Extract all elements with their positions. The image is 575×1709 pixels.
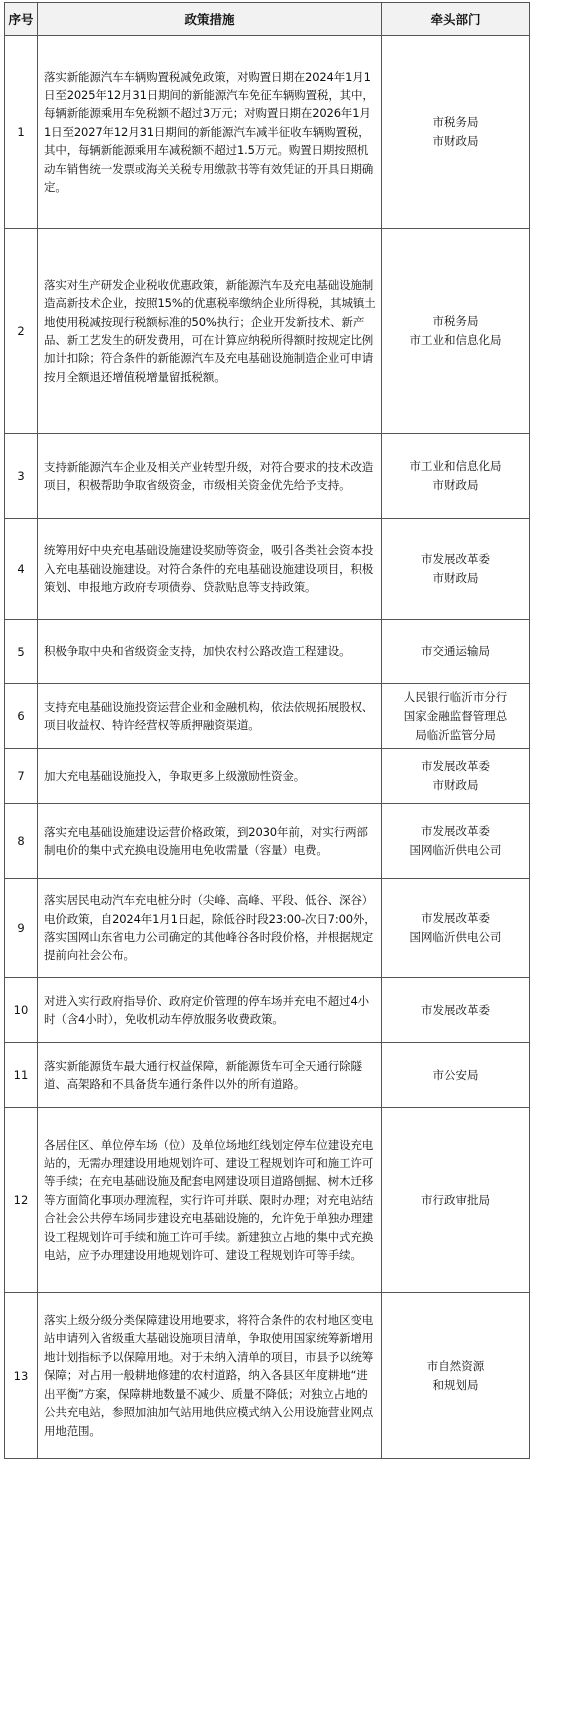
lead-department-cell (382, 229, 530, 434)
policy-text: 落实居民电动汽车充电桩分时（尖峰、高峰、平段、低谷、深谷）电价政策，自2024年1月1日起，除低谷时段23:00-次日7:00外，落实国网山东省电力公司确定的其他峰谷各时段价格，并根据规定提前向社会公布。 (38, 879, 382, 978)
header-policy: 政策措施 (38, 3, 382, 36)
policy-text: 支持新能源汽车企业及相关产业转型升级，对符合要求的技术改造项目，积极帮助争取省级资金，市级相关资金优先给予支持。 (38, 434, 382, 519)
table-row (5, 229, 530, 434)
lead-department-cell (382, 978, 530, 1043)
table-row (5, 620, 530, 684)
row-number: 6 (5, 684, 38, 749)
lead-department: 市财政局 (432, 134, 479, 148)
lead-department-cell (382, 1043, 530, 1108)
table-row (5, 684, 530, 749)
policy-text: 支持充电基础设施投资运营企业和金融机构，依法依规拓展股权、项目收益权、特许经营权等质押融资渠道。 (38, 684, 382, 749)
row-number: 11 (5, 1043, 38, 1108)
row-number: 10 (5, 978, 38, 1043)
lead-department: 局临沂监管分局 (415, 727, 496, 742)
lead-department-cell (382, 36, 530, 229)
table-row (5, 879, 530, 978)
table-row (5, 519, 530, 620)
row-number: 8 (5, 804, 38, 879)
lead-department: 人民银行临沂市分行 (403, 689, 508, 704)
policy-text: 积极争取中央和省级资金支持，加快农村公路改造工程建设。 (38, 620, 382, 684)
policy-text: 落实上级分级分类保障建设用地要求，将符合条件的农村地区变电站申请列入省级重大基础设施项目清单，争取使用国家统筹新增用地计划指标予以保障用地。对于未纳入清单的项目，市县予以统筹保障；对占用一般耕地修建的农村道路，纳入各县区年度耕地“进出平衡”方案，保障耕地数量不减少、质量不降低；对独立占地的公共充电站，参照加油加气站用地供应模式纳入公用设施营业网点用地范围。 (38, 1293, 382, 1459)
table-header-row (5, 3, 530, 36)
header-dept: 牵头部门 (382, 3, 530, 36)
row-number: 4 (5, 519, 38, 620)
lead-department: 市税务局 (432, 314, 479, 328)
lead-department: 市发展改革委 (421, 824, 490, 838)
lead-department: 国网临沂供电公司 (409, 930, 502, 944)
lead-department-cell (382, 434, 530, 519)
lead-department: 市发展改革委 (421, 552, 490, 566)
policy-text: 各居住区、单位停车场（位）及单位场地红线划定停车位建设充电站的，无需办理建设用地规划许可、建设工程规划许可和施工许可等手续；在充电基础设施及配套电网建设项目道路刨掘、树木迁移等方面简化事项办理流程，实行许可并联、限时办理；对充电站结合社会公共停车场同步建设充电基础设施的，允许免于单独办理建设工程规划许可手续和施工许可手续。新建独立占地的集中式充换电站，应予办理建设用地规划许可、建设工程规划许可等手续。 (38, 1108, 382, 1293)
lead-department: 市财政局 (432, 778, 479, 792)
lead-department: 国网临沂供电公司 (409, 843, 502, 857)
lead-department: 和规划局 (432, 1377, 479, 1392)
row-number: 7 (5, 749, 38, 804)
row-number: 1 (5, 36, 38, 229)
policy-text: 落实对生产研发企业税收优惠政策，新能源汽车及充电基础设施制造高新技术企业，按照15%的优惠税率缴纳企业所得税，其城镇土地使用税减按现行税额标准的50%执行；企业开发新技术、新产品、新工艺发生的研发费用，可在计算应纳税所得额时按规定比例加计扣除；符合条件的新能源汽车及充电基础设施制造企业可申请按月全额退还增值税增量留抵税额。 (38, 229, 382, 434)
lead-department-cell (382, 519, 530, 620)
policy-text: 加大充电基础设施投入，争取更多上级激励性资金。 (38, 749, 382, 804)
policy-text: 统筹用好中央充电基础设施建设奖励等资金，吸引各类社会资本投入充电基础设施建设。对符合条件的充电基础设施建设项目，积极策划、申报地方政府专项债券、贷款贴息等支持政策。 (38, 519, 382, 620)
table-row (5, 1293, 530, 1459)
table-row (5, 434, 530, 519)
lead-department-cell (382, 620, 530, 684)
row-number: 2 (5, 229, 38, 434)
lead-department-cell (382, 804, 530, 879)
table-row (5, 978, 530, 1043)
lead-department: 市发展改革委 (421, 1002, 490, 1017)
table-row (5, 1108, 530, 1293)
lead-department-cell (382, 684, 530, 749)
table-row (5, 36, 530, 229)
table-row (5, 1043, 530, 1108)
lead-department-cell (382, 879, 530, 978)
lead-department: 市财政局 (432, 571, 479, 585)
row-number: 9 (5, 879, 38, 978)
table-row (5, 749, 530, 804)
lead-department: 市税务局 (432, 115, 479, 129)
policy-text: 落实新能源货车最大通行权益保障，新能源货车可全天通行除隧道、高架路和不具备货车通行条件以外的所有道路。 (38, 1043, 382, 1108)
policy-text: 落实充电基础设施建设运营价格政策，到2030年前，对实行两部制电价的集中式充换电设施用电免收需量（容量）电费。 (38, 804, 382, 879)
policy-table (4, 2, 530, 1459)
lead-department: 市交通运输局 (421, 644, 490, 658)
lead-department: 国家金融监督管理总 (403, 708, 508, 723)
lead-department-cell (382, 1293, 530, 1459)
policy-text: 对进入实行政府指导价、政府定价管理的停车场并充电不超过4小时（含4小时），免收机动车停放服务收费政策。 (38, 978, 382, 1043)
lead-department: 市发展改革委 (421, 759, 490, 773)
lead-department-cell (382, 1108, 530, 1293)
lead-department-cell (382, 749, 530, 804)
table-body (5, 36, 530, 1459)
row-number: 13 (5, 1293, 38, 1459)
lead-department: 市自然资源 (426, 1358, 485, 1373)
lead-department: 市工业和信息化局 (409, 459, 502, 473)
header-num: 序号 (5, 3, 38, 36)
row-number: 12 (5, 1108, 38, 1293)
table-row (5, 804, 530, 879)
lead-department: 市财政局 (432, 478, 479, 492)
lead-department: 市行政审批局 (421, 1192, 490, 1207)
lead-department: 市发展改革委 (421, 911, 490, 925)
lead-department: 市公安局 (432, 1067, 479, 1082)
row-number: 3 (5, 434, 38, 519)
policy-text: 落实新能源汽车车辆购置税减免政策，对购置日期在2024年1月1日至2025年12月31日期间的新能源汽车免征车辆购置税，其中，每辆新能源乘用车免税额不超过3万元；对购置日期在2026年1月1日至2027年12月31日期间的新能源汽车减半征收车辆购置税，其中，每辆新能源乘用车减税额不超过1.5万元。购置日期按照机动车销售统一发票或海关关税专用缴款书等有效凭证的开具日期确定。 (38, 36, 382, 229)
row-number: 5 (5, 620, 38, 684)
lead-department: 市工业和信息化局 (409, 333, 502, 347)
